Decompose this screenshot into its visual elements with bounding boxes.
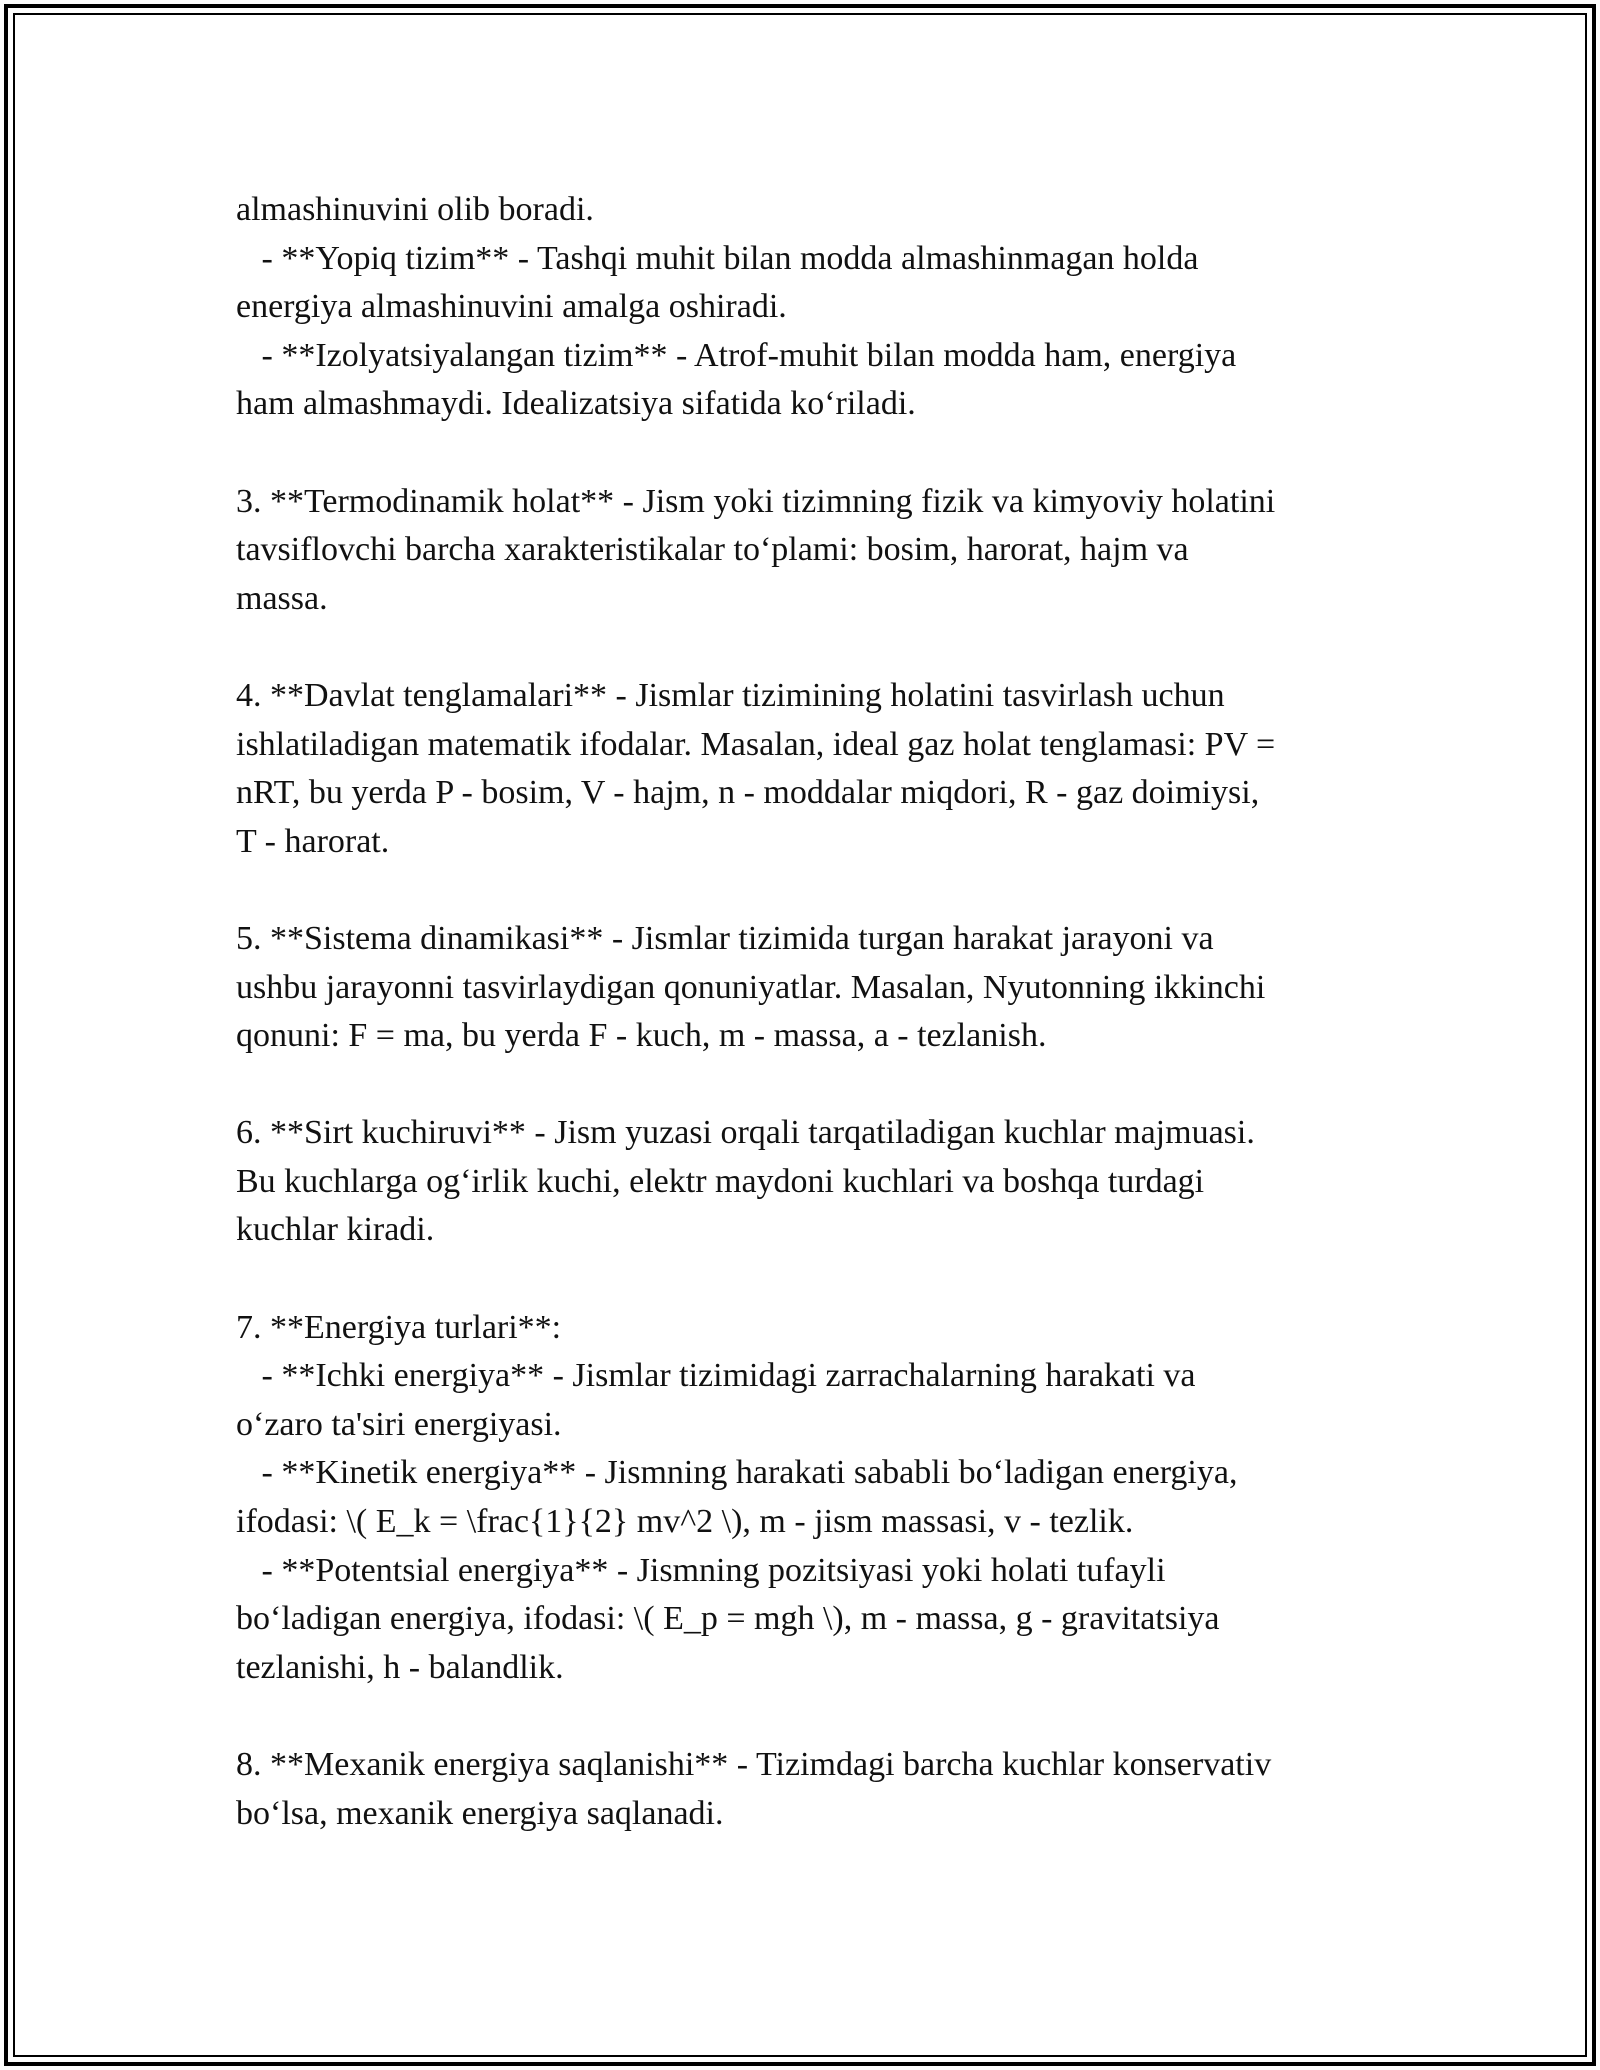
text-line: nRT, bu yerda P - bosim, V - hajm, n - moddalar miqdori, R - gaz doimiysi,: [236, 774, 1260, 812]
text-line: tezlanishi, h - balandlik.: [236, 1648, 564, 1686]
text-line: T - harorat.: [236, 822, 390, 860]
text-line: almashinuvini olib boradi.: [236, 191, 594, 228]
text-line: bo‘ladigan energiya, ifodasi: \( E_p = mgh \), m - massa, g - gravitatsiya: [236, 1600, 1220, 1638]
text-line: 4. **Davlat tenglamalari** - Jismlar tizimining holatini tasvirlash uchun: [236, 676, 1225, 714]
blank-line: [236, 429, 1376, 478]
text-line: ishlatiladigan matematik ifodalar. Masalan, ideal gaz holat tenglamasi: PV =: [236, 725, 1276, 763]
blank-line: [236, 1255, 1376, 1304]
text-line: 5. **Sistema dinamikasi** - Jismlar tizimida turgan harakat jarayoni va: [236, 919, 1214, 957]
text-line: bo‘lsa, mexanik energiya saqlanadi.: [236, 1794, 724, 1832]
text-line: 8. **Mexanik energiya saqlanishi** - Tizimdagi barcha kuchlar konservativ: [236, 1746, 1272, 1783]
text-line: ifodasi: \( E_k = \frac{1}{2} mv^2 \), m - jism massasi, v - tezlik.: [236, 1503, 1134, 1541]
text-line: - **Kinetik energiya** - Jismning harakati sababli bo‘ladigan energiya,: [236, 1454, 1238, 1492]
text-line: tavsiflovchi barcha xarakteristikalar to‘plami: bosim, harorat, hajm va: [236, 531, 1189, 569]
document-body: [236, 186, 1376, 1838]
blank-line: [236, 866, 1376, 915]
blank-line: [236, 1692, 1376, 1741]
text-line: - **Izolyatsiyalangan tizim** - Atrof-muhit bilan modda ham, energiya: [236, 336, 1237, 374]
text-line: - **Yopiq tizim** - Tashqi muhit bilan modda almashinmagan holda: [236, 239, 1199, 277]
text-line: 3. **Termodinamik holat** - Jism yoki tizimning fizik va kimyoviy holatini: [236, 482, 1276, 520]
text-line: 6. **Sirt kuchiruvi** - Jism yuzasi orqali tarqatiladigan kuchlar majmuasi.: [236, 1114, 1255, 1152]
text-line: Bu kuchlarga og‘irlik kuchi, elektr maydoni kuchlari va boshqa turdagi: [236, 1162, 1205, 1200]
text-line: qonuni: F = ma, bu yerda F - kuch, m - massa, a - tezlanish.: [236, 1017, 1047, 1055]
text-line: massa.: [236, 579, 328, 617]
text-line: 7. **Energiya turlari**:: [236, 1308, 562, 1346]
blank-line: [236, 623, 1376, 672]
text-line: kuchlar kiradi.: [236, 1211, 435, 1249]
text-line: o‘zaro ta'siri energiyasi.: [236, 1405, 562, 1443]
text-line: energiya almashinuvini amalga oshiradi.: [236, 288, 787, 326]
blank-line: [236, 1061, 1376, 1110]
text-line: - **Potentsial energiya** - Jismning pozitsiyasi yoki holati tufayli: [236, 1551, 1166, 1589]
text-line: ham almashmaydi. Idealizatsiya sifatida ko‘riladi.: [236, 385, 916, 423]
text-line: ushbu jarayonni tasvirlaydigan qonuniyatlar. Masalan, Nyutonning ikkinchi: [236, 968, 1266, 1006]
text-line: - **Ichki energiya** - Jismlar tizimidagi zarrachalarning harakati va: [236, 1357, 1196, 1395]
